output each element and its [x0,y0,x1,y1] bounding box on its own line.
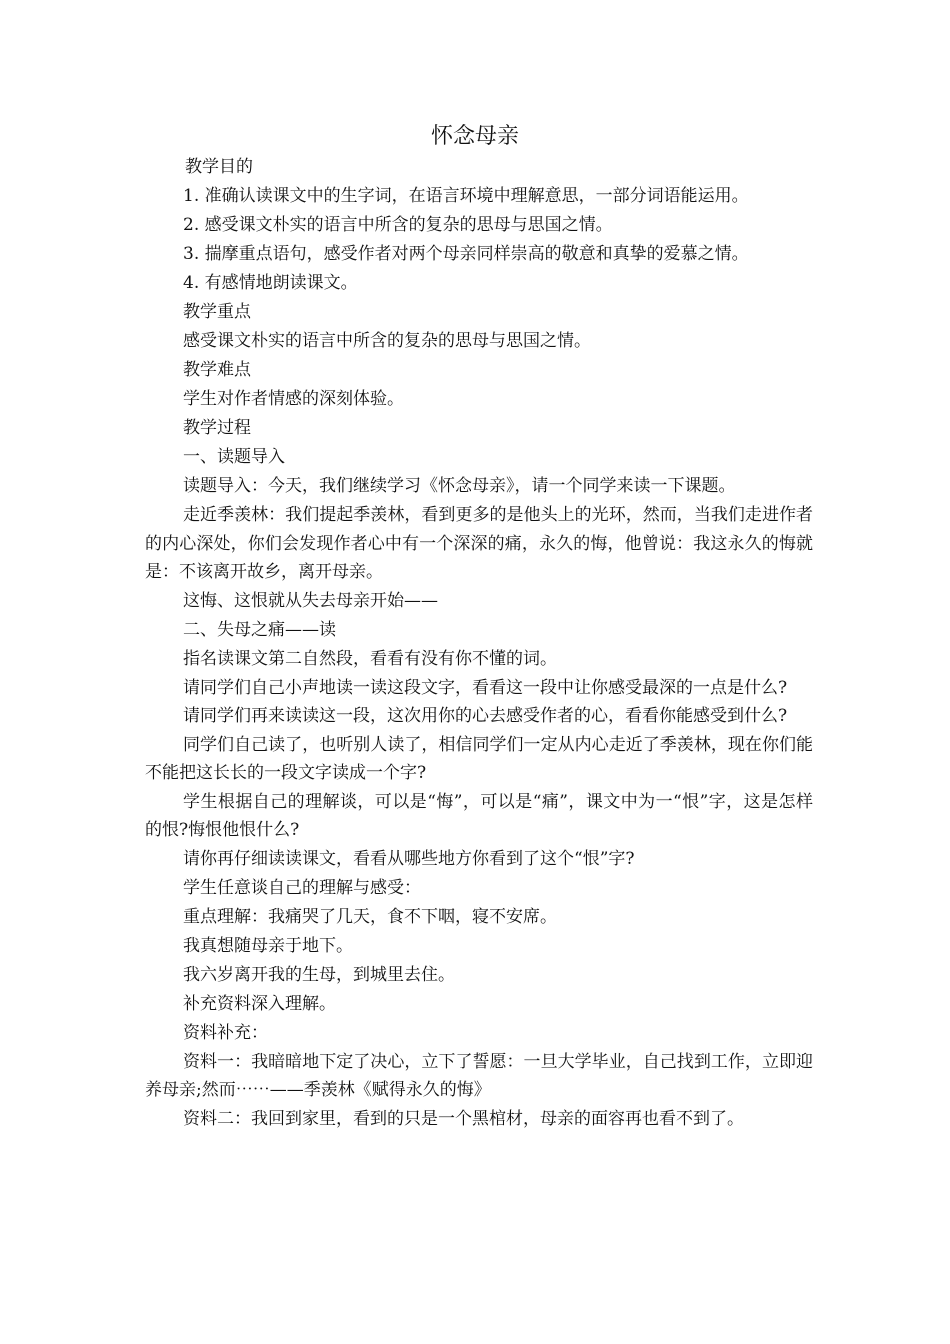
paragraph: 补充资料深入理解。 [183,993,336,1014]
objective-item-4: 4. 有感情地朗读课文。 [183,273,358,293]
paragraph: 资料一：我暗暗地下定了决心，立下了誓愿：一旦大学毕业，自己找到工作，立即迎养母亲;然而⋯⋯——季羡林《赋得永久的悔》 [145,1051,813,1100]
section-heading: 一、读题导入 [183,447,285,467]
paragraph: 同学们自己读了，也听别人读了，相信同学们一定从内心走近了季羡林，现在你们能不能把这长长的一段文字读成一个字? [145,734,813,783]
document-body [145,153,813,1134]
heading-process: 教学过程 [183,418,251,438]
paragraph: 我真想随母亲于地下。 [183,935,353,956]
objective-item-2: 2. 感受课文朴实的语言中所含的复杂的思母与思国之情。 [183,215,613,235]
paragraph: 我六岁离开我的生母，到城里去住。 [183,964,455,985]
paragraph: 感受课文朴实的语言中所含的复杂的思母与思国之情。 [183,331,591,351]
objective-item-1: 1. 准确认读课文中的生字词，在语言环境中理解意思，一部分词语能运用。 [183,186,749,206]
document-title: 怀念母亲 [430,124,519,149]
paragraph: 资料二：我回到家里，看到的只是一个黑棺材，母亲的面容再也看不到了。 [183,1108,744,1129]
paragraph: 重点理解：我痛哭了几天，食不下咽，寝不安席。 [183,906,557,927]
paragraph: 读题导入：今天，我们继续学习《怀念母亲》，请一个同学来读一下课题。 [183,476,736,496]
paragraph: 这悔、这恨就从失去母亲开始—— [183,590,438,611]
heading-objectives: 教学目的 [185,157,253,177]
paragraph: 资料补充： [183,1022,268,1043]
paragraph: 学生根据自己的理解谈，可以是“悔”，可以是“痛”，课文中为一“恨”字，这是怎样的恨?悔恨他恨什么? [145,791,813,840]
paragraph: 学生任意谈自己的理解与感受： [183,877,421,898]
paragraph: 请同学们再来读读这一段，这次用你的心去感受作者的心，看看你能感受到什么? [183,706,788,726]
section-heading: 二、失母之痛——读 [183,619,336,640]
heading-difficulties: 教学难点 [183,360,251,380]
paragraph: 指名读课文第二自然段，看看有没有你不懂的词。 [183,648,557,669]
objective-item-3: 3. 揣摩重点语句，感受作者对两个母亲同样崇高的敬意和真挚的爱慕之情。 [183,244,749,264]
paragraph: 走近季羡林：我们提起季羡林，看到更多的是他头上的光环，然而，当我们走进作者的内心深处，你们会发现作者心中有一个深深的痛，永久的悔，他曾说：我这永久的悔就是：不该离开故乡，离开母亲。 [145,505,813,582]
paragraph: 请同学们自己小声地读一读这段文字，看看这一段中让你感受最深的一点是什么? [183,677,788,698]
paragraph: 学生对作者情感的深刻体验。 [183,389,404,409]
heading-key-points: 教学重点 [183,302,251,322]
paragraph: 请你再仔细读读课文，看看从哪些地方你看到了这个“恨”字? [183,848,635,869]
